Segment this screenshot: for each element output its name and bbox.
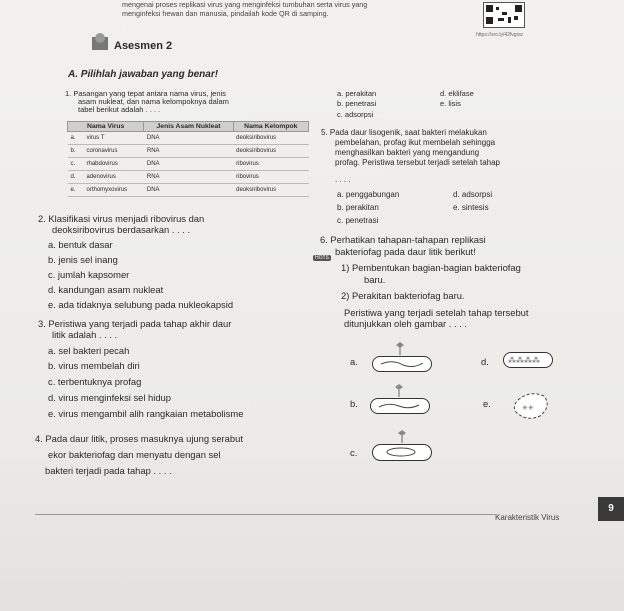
q6-option-a-figure[interactable] [372, 356, 432, 372]
q5-option-b[interactable]: b. perakitan [337, 203, 379, 212]
row-letter: a. [68, 132, 84, 145]
row-letter: b. [68, 145, 84, 158]
cell-nucleic: DNA [144, 132, 233, 145]
page-title: Asesmen 2 [114, 40, 173, 52]
svg-text:✳✳: ✳✳ [522, 404, 534, 412]
section-heading: A. Pilihlah jawaban yang benar! [68, 69, 219, 80]
q5-text-1: 5. Pada daur lisogenik, saat bakteri melakukan [321, 128, 487, 137]
cell-group: deoksiribovirus [233, 145, 308, 158]
q3-option-c[interactable]: c. terbentuknya profag [48, 376, 142, 387]
q3-option-a[interactable]: a. sel bakteri pecah [48, 345, 130, 356]
phage-icon [395, 429, 409, 443]
row-letter: c. [68, 158, 84, 171]
q5-text-3: menghasilkan bakteri yang mengandung [335, 148, 480, 157]
q4-text-1: 4. Pada daur litik, proses masuknya ujung serabut [35, 433, 243, 444]
table-row [68, 184, 309, 197]
q3-text-2: litik adalah . . . . [52, 329, 118, 340]
q5-option-a[interactable]: a. penggabungan [337, 190, 400, 199]
q1-option-d[interactable]: d. eklifase [440, 89, 474, 98]
footer-chapter-label: Karakteristik Virus [495, 513, 560, 522]
col-header-kelompok: Nama Kelompok [233, 122, 308, 132]
table-row [68, 171, 309, 184]
assessment-icon [88, 31, 112, 53]
cell-virus: virus T [84, 132, 144, 145]
q2-option-e[interactable]: e. ada tidaknya selubung pada nukleokapsid [48, 299, 234, 310]
qr-url[interactable]: https://sro.ly/42fvgxw [476, 32, 523, 38]
header-line-1: mengenai proses replikasi virus yang menginfeksi tumbuhan serta virus yang [122, 0, 368, 9]
q1-option-b[interactable]: b. penetrasi [337, 99, 377, 108]
q6-option-b-figure[interactable] [370, 398, 430, 414]
q6-step-2: 2) Perakitan bakteriofag baru. [341, 290, 465, 301]
q6-text-1: 6. Perhatikan tahapan-tahapan replikasi [320, 234, 486, 245]
q6-text-2: bakteriofag pada daur litik berikut! [335, 246, 476, 257]
table-row [68, 158, 309, 171]
q2-option-b[interactable]: b. jenis sel inang [48, 254, 118, 265]
cell-group: ribovirus [233, 158, 308, 171]
q5-option-d[interactable]: d. adsorpsi [453, 190, 493, 199]
q5-text-2: pembelahan, profag ikut membelah sehingga [335, 138, 496, 147]
phage-icon [393, 341, 407, 355]
q6-option-e-label[interactable]: e. [483, 398, 491, 409]
q6-step-1: 1) Pembentukan bagian-bagian bakteriofag [341, 262, 521, 273]
q4-text-2: ekor bakteriofag dan menyatu dengan sel [48, 449, 221, 460]
q6-option-b-label[interactable]: b. [350, 398, 358, 409]
q6-step-1b: baru. [364, 274, 386, 285]
header-line-2: menginfeksi hewan dan manusia, pindailah kode QR di samping. [122, 9, 329, 18]
q5-option-e[interactable]: e. sintesis [453, 203, 489, 212]
qr-code[interactable] [483, 2, 525, 28]
q1-text-2: asam nukleat, dan nama kelompoknya dalam [78, 97, 229, 106]
cell-virus: coronavirus [84, 145, 144, 158]
page-number: 9 [598, 497, 624, 521]
cell-nucleic: DNA [144, 184, 233, 197]
cell-virus: orthomyxovirus [84, 184, 144, 197]
q6-text-3: Peristiwa yang terjadi setelah tahap tersebut [344, 307, 529, 318]
q6-option-e-figure[interactable] [510, 388, 552, 422]
q4-text-3: bakteri terjadi pada tahap . . . . [45, 465, 172, 476]
q2-text-2: deoksiribovirus berdasarkan . . . . [52, 224, 191, 235]
virus-table [67, 121, 309, 197]
cell-nucleic: RNA [144, 171, 233, 184]
cell-nucleic: RNA [144, 145, 233, 158]
q2-option-d[interactable]: d. kandungan asam nukleat [48, 284, 164, 295]
cell-virus: adenovirus [84, 171, 144, 184]
q3-option-e[interactable]: e. virus mengambil alih rangkaian metabolisme [48, 408, 244, 419]
cell-group: ribovirus [233, 171, 308, 184]
q5-option-c[interactable]: c. penetrasi [337, 216, 379, 225]
q3-option-d[interactable]: d. virus menginfeksi sel hidup [48, 392, 171, 403]
q1-text-3: tabel berikut adalah . . . . [78, 105, 161, 114]
col-header-nama-virus: Nama Virus [68, 122, 144, 132]
phage-icon [392, 383, 406, 397]
q5-text-4: profag. Peristiwa tersebut terjadi setelah tahap [335, 158, 500, 167]
q1-option-c[interactable]: c. adsorpsi [337, 110, 374, 119]
q1-option-a[interactable]: a. perakitan [337, 89, 377, 98]
q6-option-c-figure[interactable] [372, 444, 432, 461]
row-letter: d. [68, 171, 84, 184]
table-row [68, 132, 309, 145]
q1-option-e[interactable]: e. lisis [440, 99, 461, 108]
q5-text-5: . . . . [335, 175, 351, 184]
q6-option-d-label[interactable]: d. [481, 356, 489, 367]
row-letter: e. [68, 184, 84, 197]
q6-option-d-figure[interactable] [503, 352, 553, 368]
col-header-asam-nukleat: Jenis Asam Nukleat [144, 122, 233, 132]
q6-text-4: ditunjukkan oleh gambar . . . . [344, 318, 467, 329]
cell-group: deoksiribovirus [233, 184, 308, 197]
cell-virus: rhabdovirus [84, 158, 144, 171]
hots-badge: HOTS [315, 255, 329, 261]
table-row [68, 145, 309, 158]
svg-text:⁂⁂⁂⁂: ⁂⁂⁂⁂ [508, 356, 540, 365]
cell-nucleic: DNA [144, 158, 233, 171]
q1-text-1: 1. Pasangan yang tepat antara nama virus, jenis [65, 89, 226, 98]
footer-divider [35, 514, 495, 515]
q2-text-1: 2. Klasifikasi virus menjadi ribovirus dan [38, 213, 205, 224]
q2-option-c[interactable]: c. jumlah kapsomer [48, 269, 130, 280]
q2-option-a[interactable]: a. bentuk dasar [48, 239, 113, 250]
q6-option-c-label[interactable]: c. [350, 447, 358, 458]
q3-option-b[interactable]: b. virus membelah diri [48, 360, 140, 371]
cell-group: deoksiribovirus [233, 132, 308, 145]
q6-option-a-label[interactable]: a. [350, 356, 358, 367]
q3-text-1: 3. Peristiwa yang terjadi pada tahap akhir daur [38, 318, 232, 329]
